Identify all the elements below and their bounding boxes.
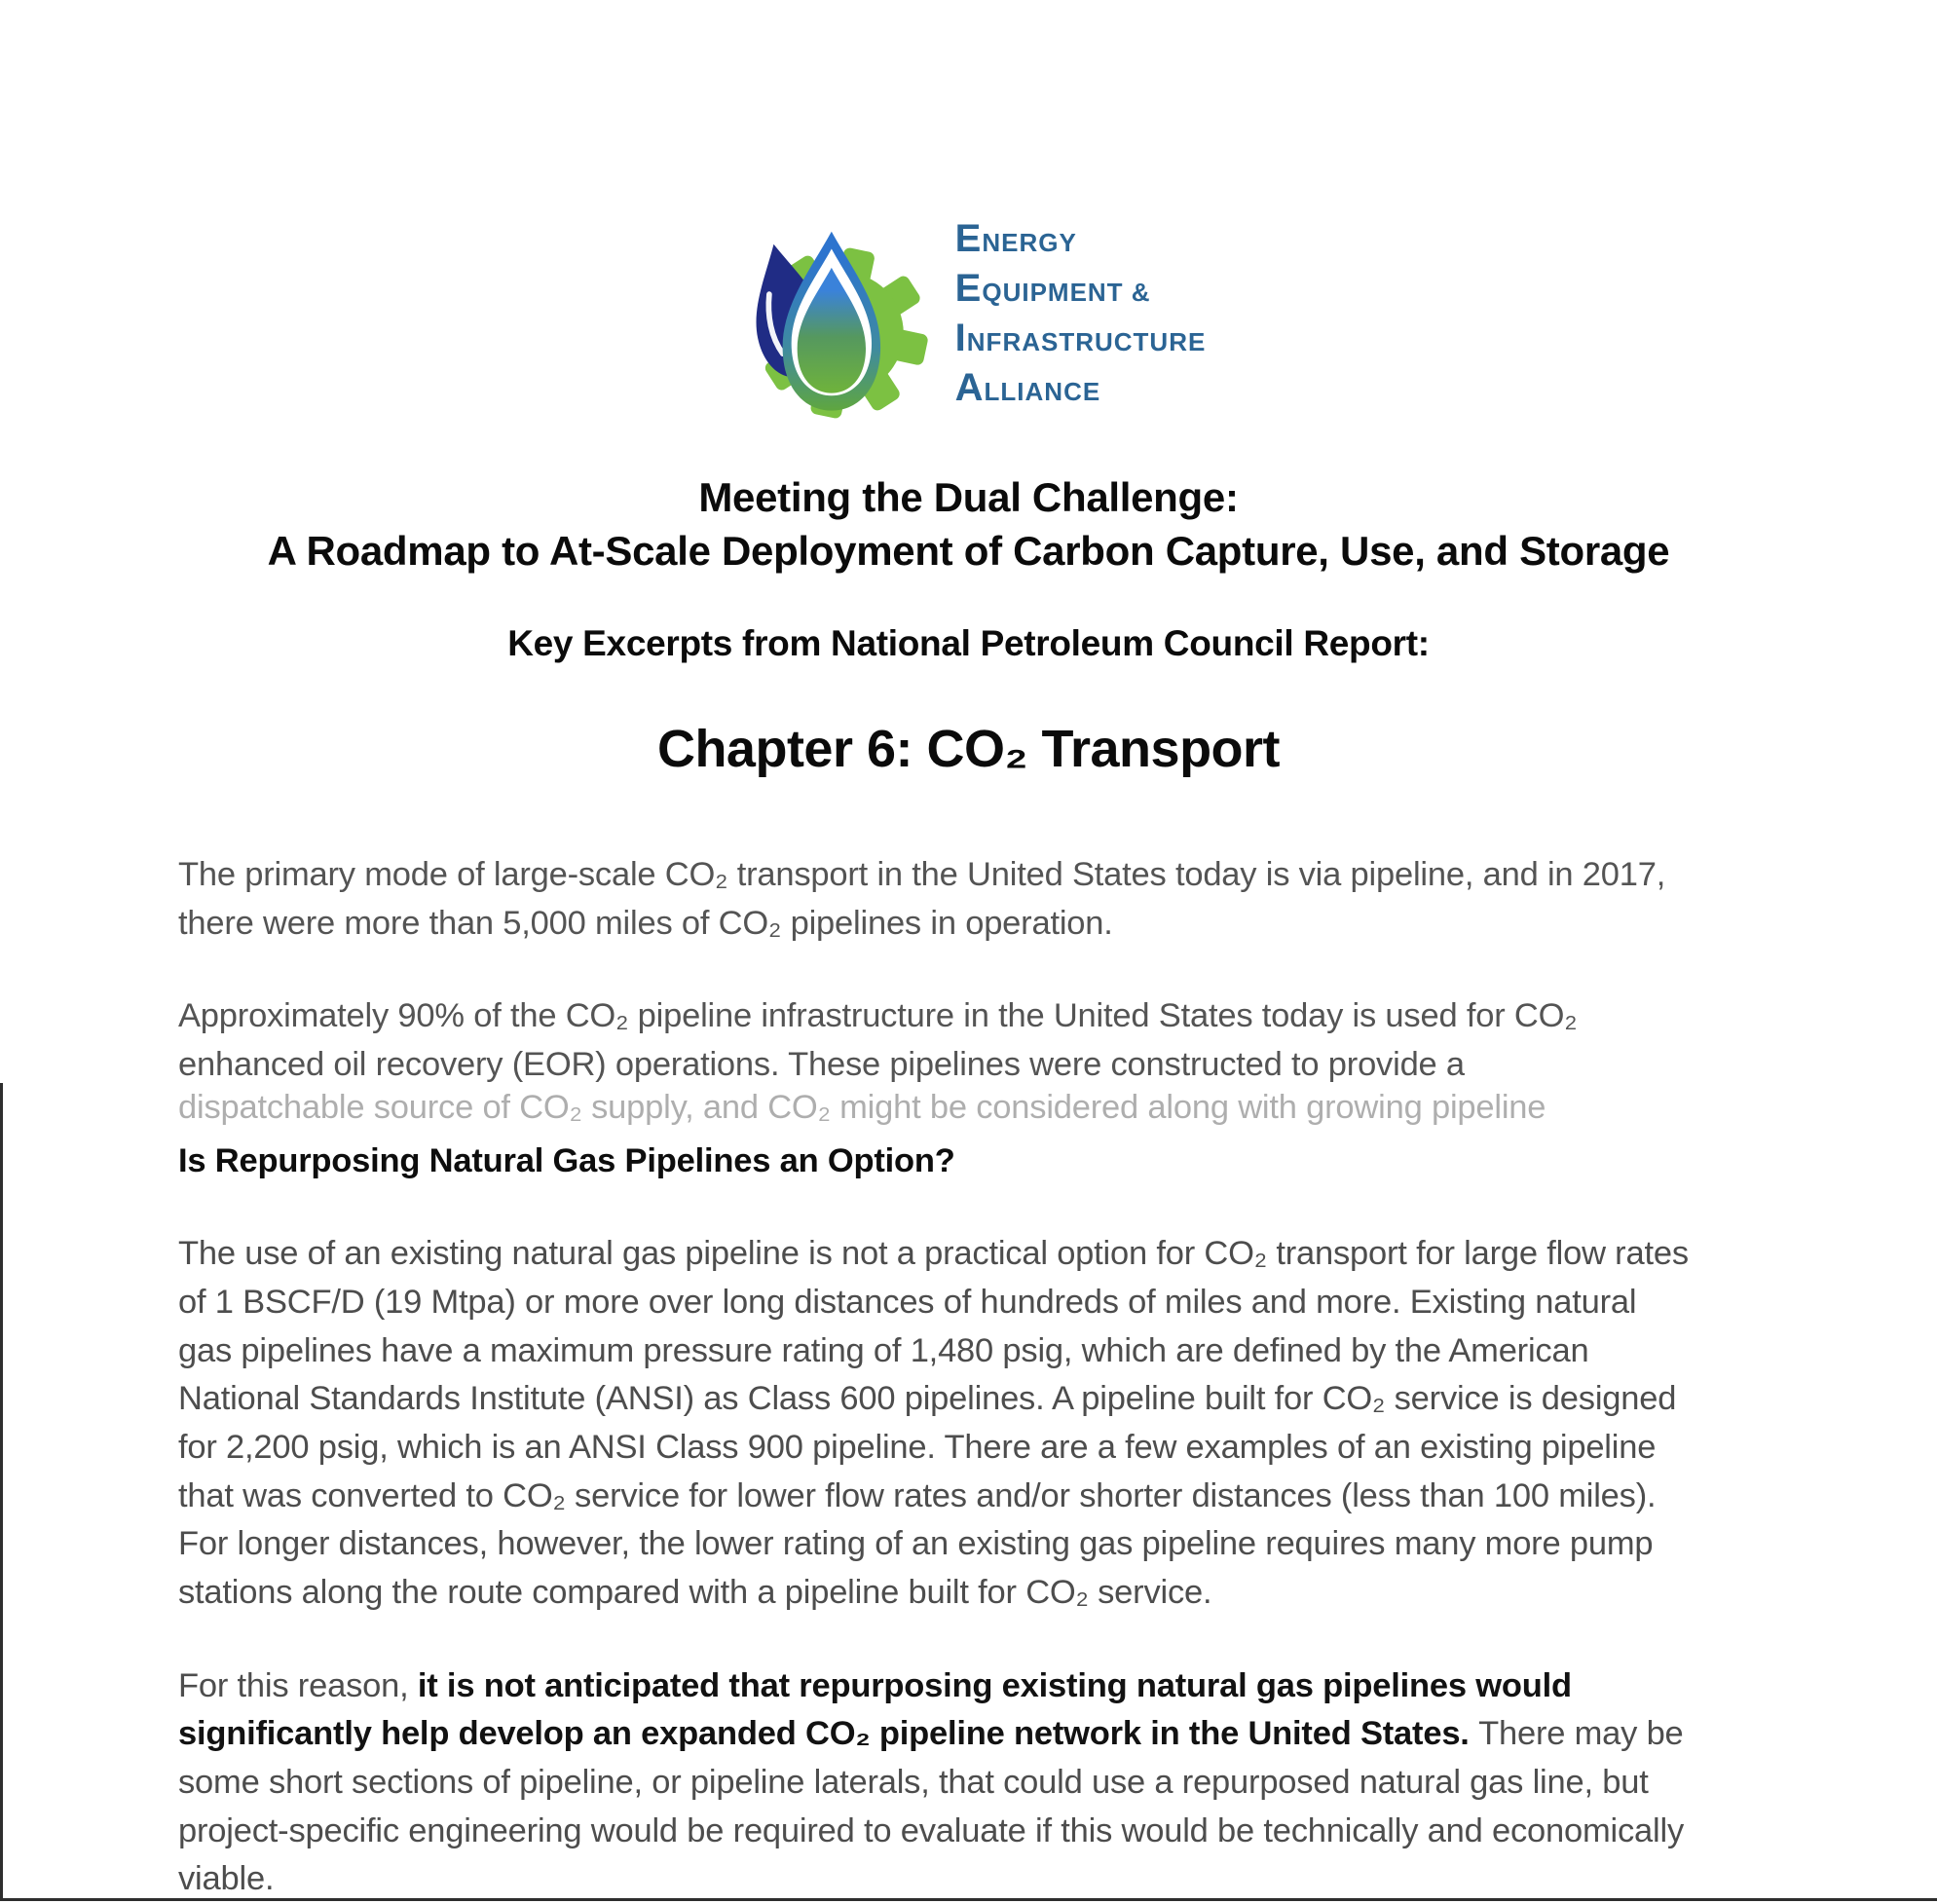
logo-line-energy: ENERGY: [954, 217, 1077, 260]
paragraph-conclusion: [178, 1662, 1694, 1904]
report-subtitle: Key Excerpts from National Petroleum Council Report:: [507, 622, 1430, 663]
eeia-logo: [731, 209, 1207, 422]
section-heading-repurposing: Is Repurposing Natural Gas Pipelines an Option?: [178, 1141, 955, 1179]
conclusion-bold-finding: it is not anticipated that repurposing existing natural gas pipelines would significantly help develop an expanded CO₂ pipeline network in the United States.: [178, 1666, 1572, 1753]
paragraph-eor-share: Approximately 90% of the CO₂ pipeline infrastructure in the United States today is used for CO₂ enhanced oil recovery (EOR) operations. These pipelines were constructed to provide a: [178, 997, 1578, 1083]
truncated-text-fragment: dispatchable source of CO₂ supply, and CO₂ might be considered along with growing pipeline: [178, 1088, 1546, 1126]
document-title-line2: A Roadmap to At-Scale Deployment of Carbon Capture, Use, and Storage: [267, 528, 1670, 575]
logo-wordmark: [955, 216, 1207, 415]
logo-line-equipment: EQUIPMENT &: [954, 267, 1151, 310]
droplets-gear-icon: [731, 209, 926, 422]
logo-line-infrastructure: INFRASTRUCTURE: [954, 317, 1207, 359]
truncated-text-line: [178, 1088, 1694, 1126]
paragraph-repurposing-detail: The use of an existing natural gas pipeline is not a practical option for CO₂ transport for large flow rates of 1 BSCF/D (19 Mtpa) or more over long distances of hundreds of miles and more. Existing natural gas pipelines have a maximum pressure rating of 1,480 psig, which are defined by the American National Standards Institute (ANSI) as Class 600 pipelines. A pipeline built for CO₂ service is designed for 2,200 psig, which is an ANSI Class 900 pipeline. There are a few examples of an existing pipeline that was converted to CO₂ service for lower flow rates and/or shorter distances (less than 100 miles). For longer distances, however, the lower rating of an existing gas pipeline requires many more pump stations along the route compared with a pipeline built for CO₂ service.: [178, 1235, 1689, 1611]
chapter-heading: Chapter 6: CO₂ Transport: [656, 719, 1281, 778]
left-border-line: [0, 1083, 3, 1901]
document-title-line1: Meeting the Dual Challenge:: [698, 474, 1239, 520]
paragraph-pipeline-miles: The primary mode of large-scale CO₂ transport in the United States today is via pipeline, and in 2017, there were more than 5,000 miles of CO₂ pipelines in operation.: [178, 855, 1666, 942]
body-copy: [178, 851, 1694, 1904]
document-title: [0, 470, 1937, 579]
conclusion-regular-lead: For this reason,: [178, 1666, 418, 1704]
bottom-border-line: [0, 1898, 1937, 1901]
conclusion-regular-tail: There may be some short sections of pipeline, or pipeline laterals, that could use a repurposed natural gas line, but project-specific engineering would be required to evaluate if this would be technically and economically viable.: [178, 1715, 1685, 1898]
logo-line-alliance: ALLIANCE: [954, 366, 1101, 409]
